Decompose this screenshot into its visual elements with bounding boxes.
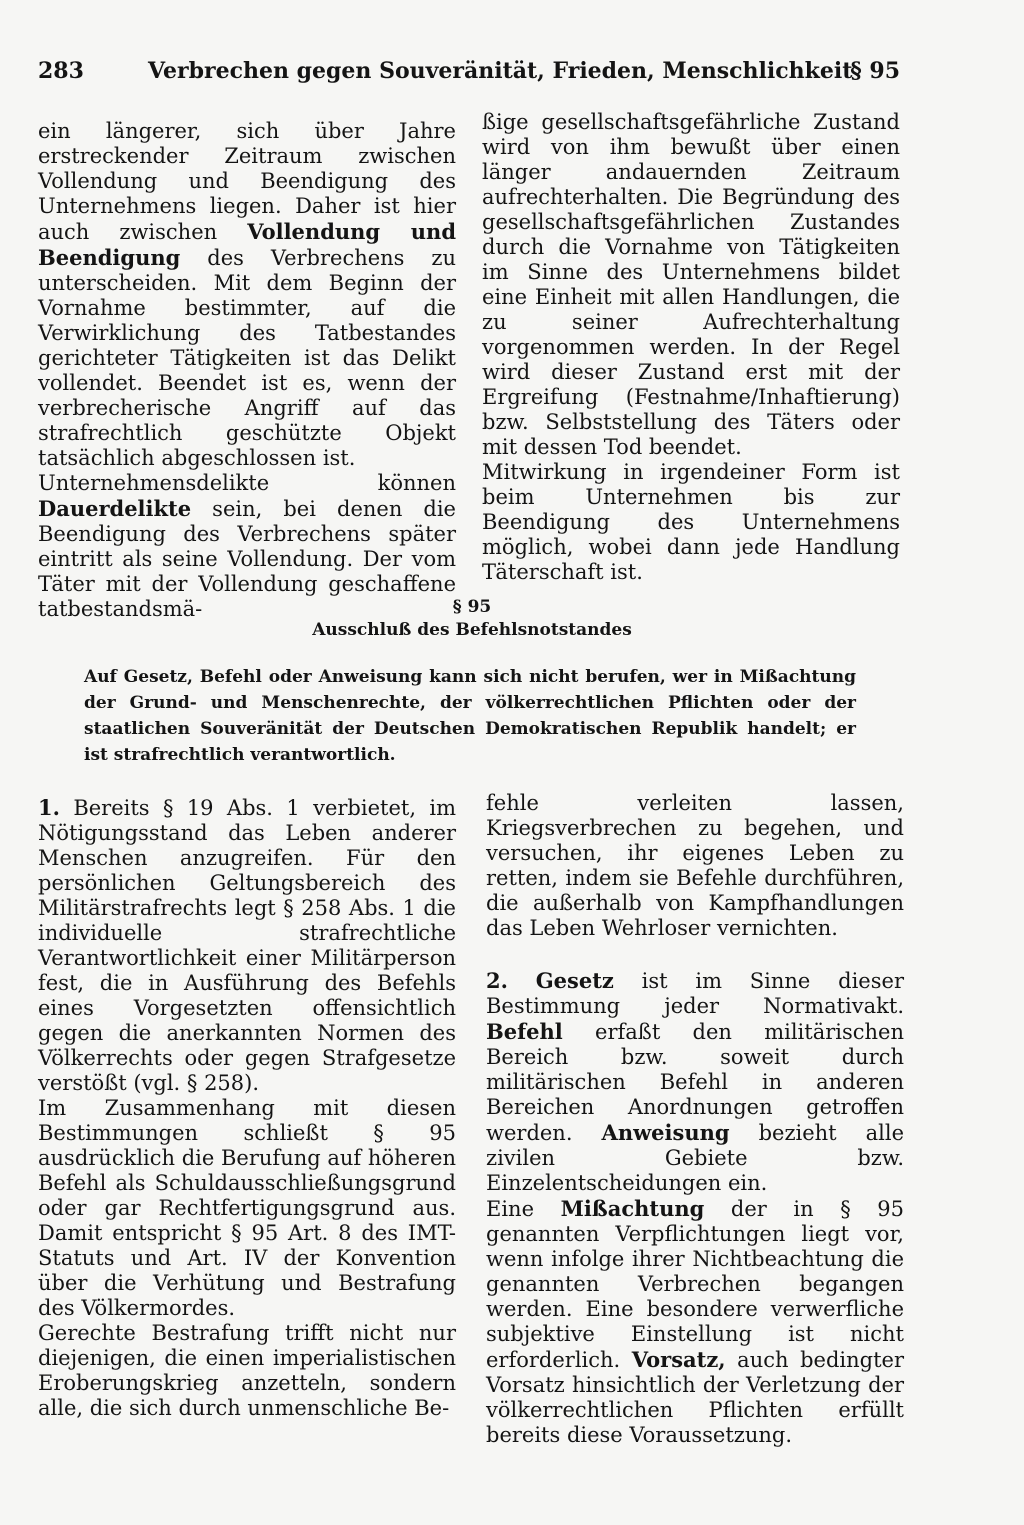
- text-run: bezieht alle zivilen Gebiete bzw. Einzelentscheidungen ein.: [486, 1121, 905, 1195]
- column-bottom-right: [486, 791, 904, 1448]
- text-run: ein längerer, sich über Jahre erstreckender Zeitraum zwischen Vollendung und Beendigung des Unternehmens liegen. Daher ist hier auch zwischen: [38, 119, 456, 244]
- paragraph: Gerechte Bestrafung trifft nicht nur diejenigen, die einen imperialistischen Eroberungskrieg anzetteln, sondern alle, die sich durch unmenschliche Be-: [38, 1321, 456, 1420]
- bold-term: Mißachtung: [560, 1196, 705, 1221]
- column-bottom-left: [38, 795, 456, 1421]
- paragraph: [486, 968, 904, 1196]
- bold-term: Anweisung: [601, 1120, 730, 1145]
- text-run: ist im Sinne dieser Bestimmung jeder Normativakt.: [486, 969, 904, 1018]
- statute-text: Auf Gesetz, Befehl oder Anweisung kann sich nicht berufen, wer in Mißachtung der Grund- und Menschenrechte, der völkerrechtlichen Pflichten oder der staatlichen Souveränität der Deutschen Demokratischen Republik handelt; er ist strafrechtlich verantwortlich.: [84, 667, 856, 765]
- text-run: sein, bei denen die Beendigung des Verbrechens später eintritt als seine Vollendung. Der vom Täter mit der Vollendung geschaffene tatbestandsmä-: [38, 497, 456, 621]
- text-run: auch bedingter Vorsatz hinsichtlich der Verletzung der völkerrechtlichen Pflichten erfüllt bereits diese Voraussetzung.: [486, 1348, 904, 1447]
- text-run: Unternehmensdelikte können: [38, 471, 456, 495]
- text-run: des Verbrechens zu unterscheiden. Mit dem Beginn der Vornahme bestimmter, auf die Verwirklichung des Tatbestandes gerichteter Tätigkeiten ist das Delikt vollendet. Beendet ist es, wenn der verbrecherische Angriff auf das strafrechtlich geschützte Objekt tatsächlich abgeschlossen ist.: [38, 246, 456, 470]
- paragraph: ßige gesellschaftsgefährliche Zustand wird von ihm bewußt über einen länger andauernden Zeitraum aufrechterhalten. Die Begründung des gesellschaftsgefährlichen Zustandes durch die Vornahme von Tätigkeiten im Sinne des Unternehmens bildet eine Einheit mit allen Handlungen, die zu seiner Aufrechterhaltung vorgenommen werden. In der Regel wird dieser Zustand erst mit der Ergreifung (Festnahme/Inhaftierung) bzw. Selbststellung des Täters oder mit dessen Tod beendet.: [482, 110, 900, 459]
- paragraph: [486, 1196, 904, 1448]
- paragraph: Im Zusammenhang mit diesen Bestimmungen schließt § 95 ausdrücklich die Berufung auf höheren Befehl als Schuldausschließungsgrund oder gar Rechtfertigungsgrund aus. Damit entspricht § 95 Art. 8 des IMT-Statuts und Art. IV der Konvention über die Verhütung und Bestrafung des Völkermordes.: [38, 1096, 456, 1320]
- page-header: [38, 58, 900, 92]
- text-run: Bereits § 19 Abs. 1 verbietet, im Nötigungsstand das Leben anderer Menschen anzugreifen. Für den persönlichen Geltungsbereich des Militärstrafrechts legt § 258 Abs. 1 die individuelle strafrechtliche Verantwortlichkeit einer Militärperson fest, die in Ausführung des Befehls eines Vorgesetzten offensichtlich gegen die anerkannten Normen des Völkerrechts oder gegen Strafgesetze verstößt (vgl. § 258).: [38, 796, 456, 1095]
- text-run: erfaßt den militärischen Bereich bzw. soweit durch militärischen Befehl in anderen Bereichen Anordnungen getroffen werden.: [486, 1020, 904, 1145]
- paragraph: [38, 795, 456, 1096]
- bold-term: Befehl: [486, 1019, 563, 1044]
- bold-term: Vorsatz,: [631, 1347, 726, 1372]
- bold-term: Dauerdelikte: [38, 496, 192, 521]
- column-top-right: [482, 110, 900, 585]
- section-number: § 95: [452, 597, 492, 617]
- text-run: der in § 95 genannten Verpflichtungen liegt vor, wenn infolge ihrer Nichtbeachtung die genannten Verbrechen begangen werden. Eine besondere verwerfliche subjektive Einstellung ist nicht erforderlich.: [486, 1197, 904, 1372]
- paragraph: fehle verleiten lassen, Kriegsverbrechen zu begehen, und versuchen, ihr eigenes Leben zu retten, indem sie Befehle durchführen, die außerhalb von Kampfhandlungen das Leben Wehrloser vernichten.: [486, 791, 904, 940]
- bold-term: Gesetz: [535, 968, 614, 993]
- text-run: Eine: [486, 1197, 561, 1221]
- header-section-ref: § 95: [850, 58, 900, 84]
- page-number: 283: [38, 58, 84, 84]
- paragraph-number: 1.: [38, 795, 60, 820]
- paragraph-number: 2.: [486, 968, 508, 993]
- paragraph: [38, 119, 456, 471]
- bold-term: Vollendung und Beendigung: [38, 219, 457, 270]
- running-title: Verbrechen gegen Souveränität, Frieden, Menschlichkeit: [148, 58, 853, 84]
- section-title: Ausschluß des Befehlsnotstandes: [312, 620, 632, 640]
- paragraph: Mitwirkung in irgendeiner Form ist beim Unternehmen bis zur Beendigung des Unternehmens möglich, wobei dann jede Handlung Täterschaft ist.: [482, 460, 900, 584]
- column-top-left: [38, 119, 456, 622]
